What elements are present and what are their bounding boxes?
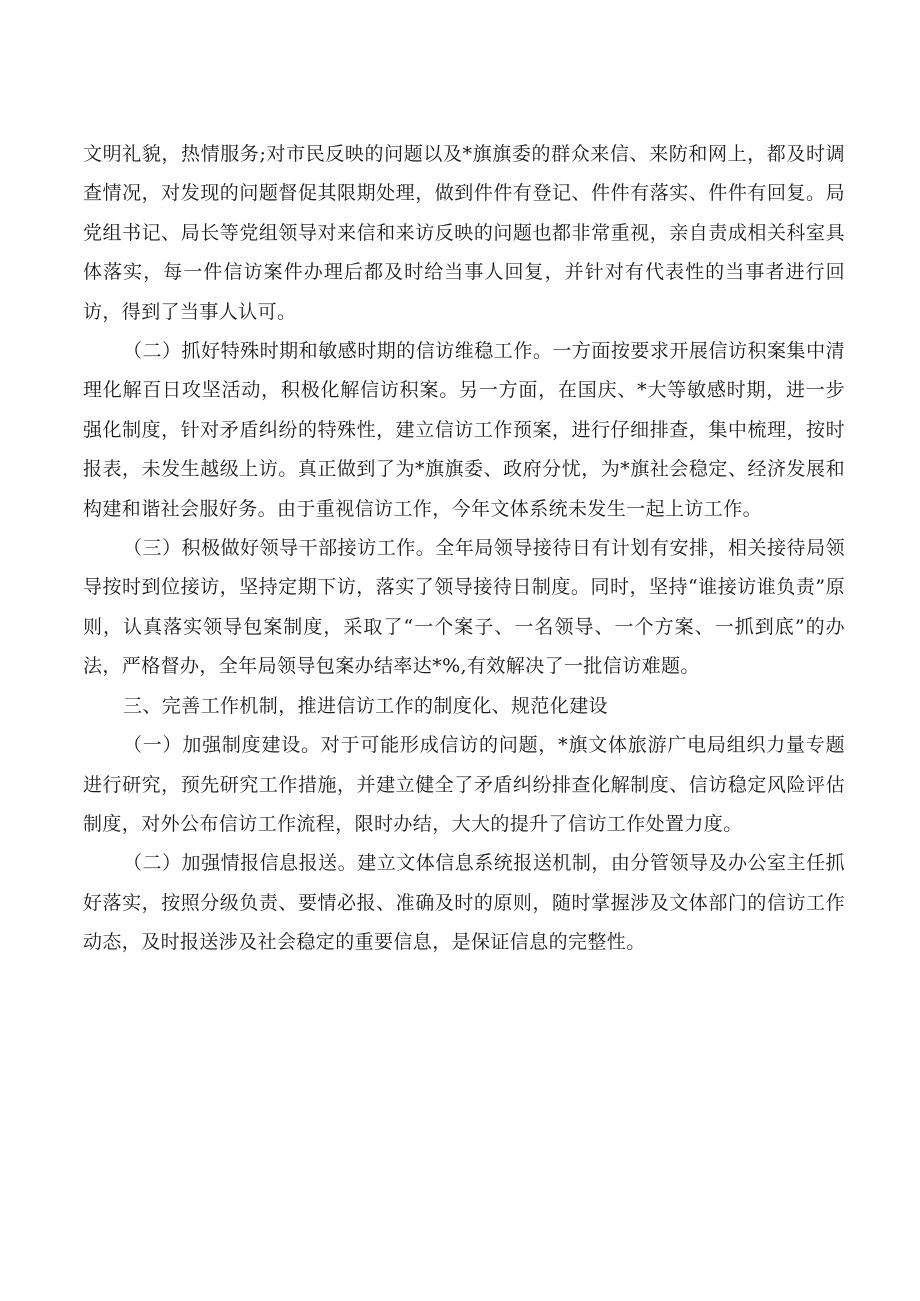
paragraph-special-period-work: （二）抓好特殊时期和敏感时期的信访维稳工作。一方面按要求开展信访积案集中清理化解百日攻坚活动，积极化解信访积案。另一方面，在国庆、*大等敏感时期，进一步强化制度，针对矛盾纠纷的特殊性，建立信访工作预案，进行仔细排查，集中梳理，按时报表，未发生越级上访。真正做到了为*旗旗委、政府分忧，为*旗社会稳定、经济发展和构建和谐社会服好务。由于重视信访工作，今年文体系统未发生一起上访工作。 [83, 340, 845, 520]
paragraph-continued: 文明礼貌，热情服务;对市民反映的问题以及*旗旗委的群众来信、来防和网上，都及时调查情况，对发现的问题督促其限期处理，做到件件有登记、件件有落实、件件有回复。局党组书记、局长等党组领导对来信和来访反映的问题也都非常重视，亲自责成相关科室具体落实，每一件信访案件办理后都及时给当事人回复，并针对有代表性的当事者进行回访，得到了当事人认可。 [83, 143, 845, 323]
paragraph-leader-reception: （三）积极做好领导干部接访工作。全年局领导接待日有计划有安排，相关接待局领导按时到位接访，坚持定期下访，落实了领导接待日制度。同时，坚持“谁接访谁负责”原则，认真落实领导包案制度，采取了“一个案子、一名领导、一个方案、一抓到底”的办法，严格督办，全年局领导包案办结率达*%,有效解决了一批信访难题。 [83, 537, 845, 678]
paragraph-system-building: （一）加强制度建设。对于可能形成信访的问题，*旗文体旅游广电局组织力量专题进行研究，预先研究工作措施，并建立健全了矛盾纠纷排查化解制度、信访稳定风险评估制度，对外公布信访工作流程，限时办结，大大的提升了信访工作处置力度。 [83, 734, 845, 835]
section-heading-mechanism: 三、完善工作机制，推进信访工作的制度化、规范化建设 [123, 694, 609, 717]
document-body [83, 135, 845, 963]
paragraph-information-reporting: （二）加强情报信息报送。建立文体信息系统报送机制，由分管领导及办公室主任抓好落实，按照分级负责、要情必报、准确及时的原则，随时掌握涉及文体部门的信访工作动态，及时报送涉及社会稳定的重要信息，是保证信息的完整性。 [83, 852, 845, 954]
